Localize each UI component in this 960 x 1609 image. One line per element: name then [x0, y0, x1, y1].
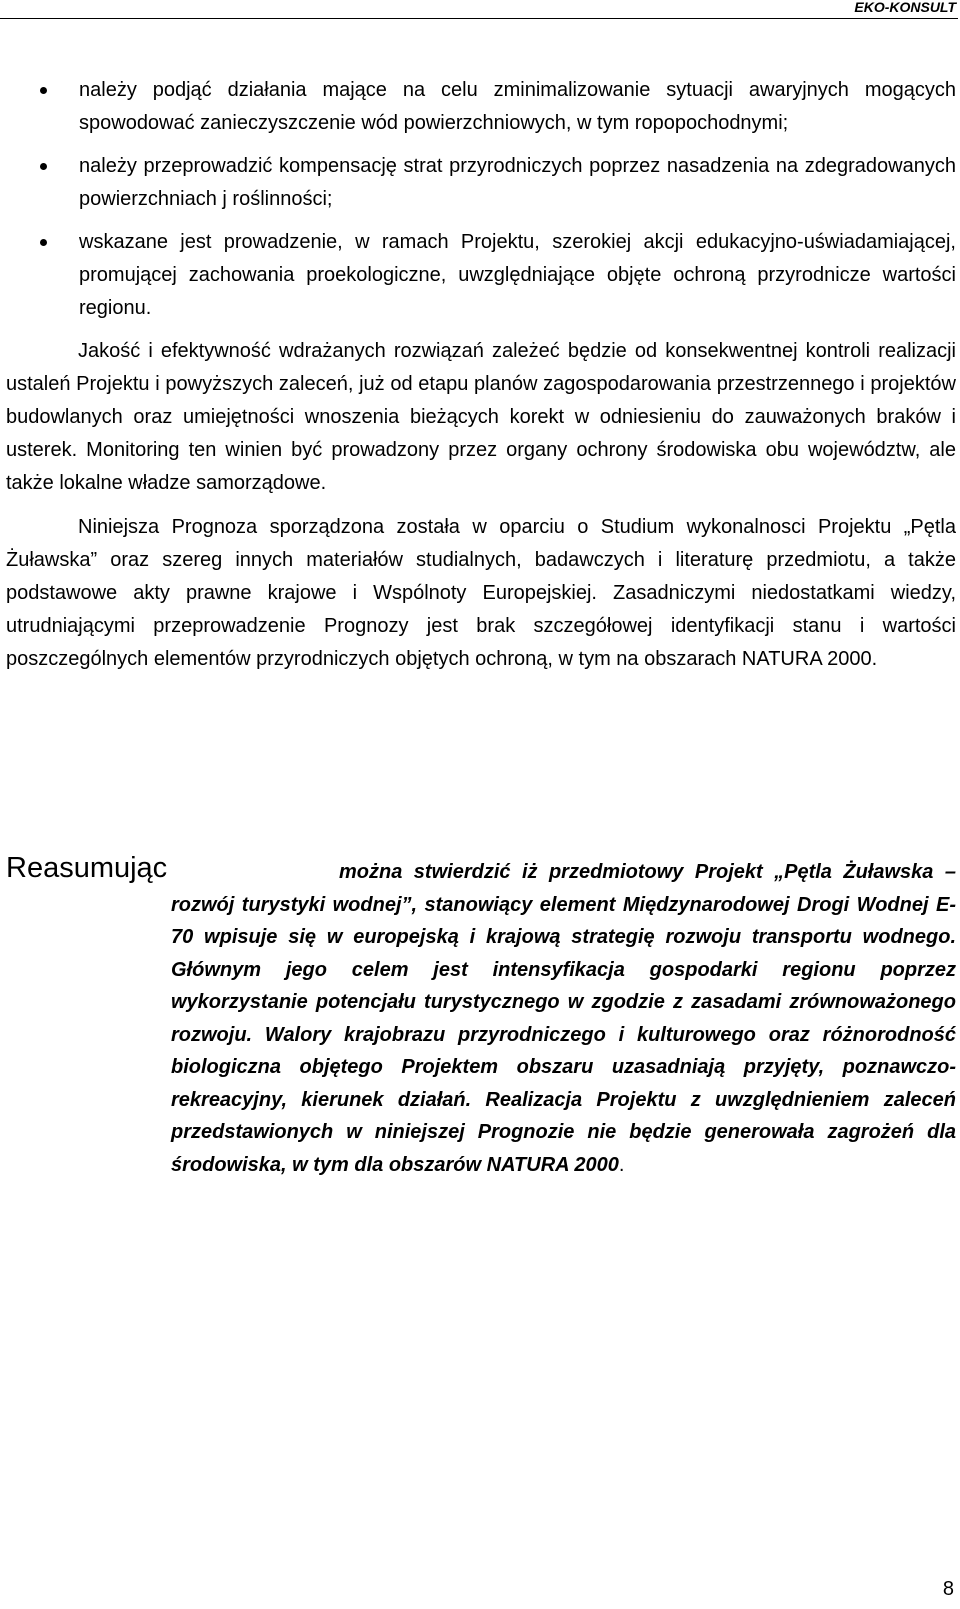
summary-section	[6, 852, 956, 1181]
bullet-icon	[40, 163, 47, 170]
bullet-icon	[40, 87, 47, 94]
summary-paragraph	[6, 852, 956, 1181]
summary-text: można stwierdzić iż przedmiotowy Projekt „Pętla Żuławska – rozwój turystyki wodnej”, stanowiący element Międzynarodowej Drogi Wodnej E-70 wpisuje się w europejską i krajową strategię rozwoju transportu wodnego. Głównym jego celem jest intensyfikacja gospodarki regionu poprzez wykorzystanie potencjału turystycznego w zgodzie z zasadami zrównoważonego rozwoju. Walory krajobrazu przyrodniczego i kulturowego oraz różnorodność biologiczna objętego Projektem obszaru uzasadniają przyjęty, poznawczo-rekreacyjny, kierunek działań. Realizacja Projektu z uwzględnieniem zaleceń przedstawionych w niniejszej Prognozie nie będzie generowała zagrożeń dla środowiska, w tym dla obszarów NATURA 2000	[171, 861, 956, 1176]
list-item	[6, 150, 956, 216]
page-number: 8	[942, 1578, 954, 1600]
summary-end: .	[618, 1153, 625, 1176]
list-item-text: wskazane jest prowadzenie, w ramach Projektu, szerokiej akcji edukacyjno-uświadamiającej, promującej zachowania proekologiczne, uwzględniające objęte ochroną przyrodnicze wartości regionu.	[79, 231, 956, 319]
list-item	[6, 226, 956, 325]
document-body	[6, 74, 956, 687]
list-item-text: należy podjąć działania mające na celu zminimalizowanie sytuacji awaryjnych mogących spowodować zanieczyszczenie wód powierzchniowych, w tym ropopochodnymi;	[79, 79, 956, 134]
list-item-text: należy przeprowadzić kompensację strat przyrodniczych poprzez nasadzenia na zdegradowanych powierzchniach j roślinności;	[79, 155, 956, 210]
list-item	[6, 74, 956, 140]
paragraph-sources: Niniejsza Prognoza sporządzona została w oparciu o Studium wykonalnosci Projektu „Pętla Żuławska” oraz szereg innych materiałów studialnych, badawczych i literaturę przedmiotu, a także podstawowe akty prawne krajowe i Wspólnoty Europejskiej. Zasadniczymi niedostatkami wiedzy, utrudniającymi przeprowadzenie Prognozy jest brak szczegółowej identyfikacji stanu i wartości poszczególnych elementów przyrodniczych objętych ochroną, w tym na obszarach NATURA 2000.	[6, 516, 956, 670]
bullet-icon	[40, 239, 47, 246]
header-title: EKO-KONSULT	[854, 0, 956, 15]
summary-heading: Reasumując	[6, 852, 168, 884]
recommendation-list	[6, 74, 956, 325]
paragraph-monitoring: Jakość i efektywność wdrażanych rozwiązań zależeć będzie od konsekwentnej kontroli realizacji ustaleń Projektu i powyższych zaleceń, już od etapu planów zagospodarowania przestrzennego i projektów budowlanych oraz umiejętności wnoszenia bieżących korekt w odniesieniu do zauważonych braków i usterek. Monitoring ten winien być prowadzony przez organy ochrony środowiska obu województw, ale także lokalne władze samorządowe.	[6, 340, 956, 494]
page-header	[0, 0, 958, 19]
